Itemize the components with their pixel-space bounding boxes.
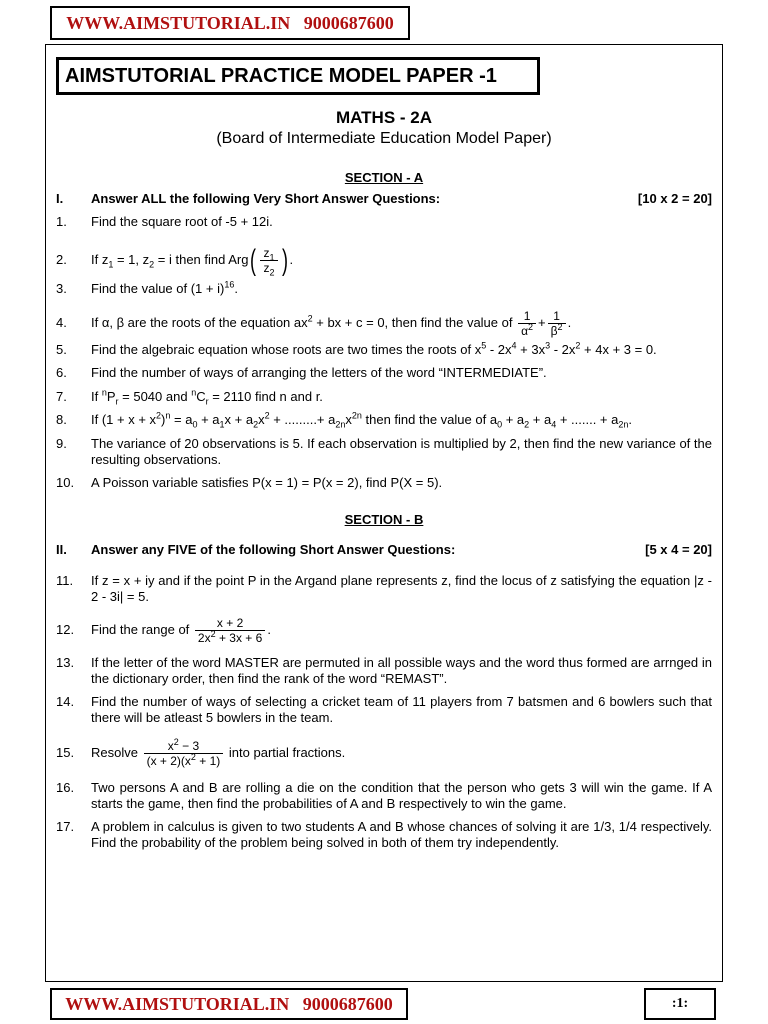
section-b-instruction-text: Answer any FIVE of the following Short Answer Questions:: [91, 542, 456, 557]
question-number: 7.: [56, 389, 67, 404]
fraction: $\frac{1}{\alpha^2}$: [518, 309, 536, 338]
question-text: Find the range of $\frac{x + 2}{2x^2 + 3x + 6}$ .: [91, 616, 271, 646]
question-text: Find the algebraic equation whose roots are two times the roots of $x^5 - 2x^4 + 3x^3 - 2x^2 + 4x + 3 = 0$.: [91, 340, 657, 357]
question-number: 10.: [56, 475, 75, 490]
question-number: 15.: [56, 745, 75, 760]
header-site-banner: [50, 6, 410, 40]
question-text: The variance of 20 observations is 5. If each observation is multiplied by 2, then find the new variance of the resulting observations.: [91, 436, 712, 467]
fraction: $\frac{1}{\beta^2}$: [548, 309, 566, 338]
question-text: If α, β are the roots of the equation $ax^2$ + bx + c = 0, then find the value of $\frac{1}{\alpha^2}$ + $\frac{1}{\beta^2}$ .: [91, 309, 572, 339]
section-b-number: II.: [56, 542, 67, 557]
section-b-title: SECTION - B: [344, 512, 424, 527]
question-text: Find the number of ways of arranging the letters of the word “INTERMEDIATE”.: [91, 365, 547, 380]
question-text: If $z_1 = 1$, $z_2 = i$ then find Arg( $\frac{z_1}{z_2}$ ) .: [91, 243, 294, 278]
footer-site-banner: [50, 988, 408, 1020]
question-text: Find the number of ways of selecting a cricket team of 11 players from 7 batsmen and 6 bowlers such that there will be atleast 5 bowlers in the team.: [91, 694, 712, 725]
paper-title: AIMSTUTORIAL PRACTICE MODEL PAPER -1: [56, 57, 540, 95]
question-number: 4.: [56, 315, 67, 330]
question-text: Two persons A and B are rolling a die on the condition that the person who gets 3 will win the game. If A starts the game, then find the probabilities of A and B respectively to win the game.: [91, 780, 712, 811]
question-text: Resolve $\frac{x^2 - 3}{(x + 2)(x^2 + 1)}$ into partial fractions.: [91, 737, 346, 769]
question-number: 16.: [56, 780, 75, 795]
section-a-number: I.: [56, 191, 64, 206]
question-number: 13.: [56, 655, 75, 670]
question-text: Find the square root of -5 + 12i.: [91, 214, 273, 229]
question-number: 14.: [56, 694, 75, 709]
question-text: A Poisson variable satisfies P(x = 1) = P(x = 2), find P(X = 5).: [91, 475, 443, 490]
section-a-title: SECTION - A: [344, 170, 424, 185]
question-number: 8.: [56, 412, 67, 427]
header-phone: 9000687600: [303, 13, 394, 33]
page-number: :1:: [644, 988, 716, 1020]
question-number: 9.: [56, 436, 67, 451]
question-number: 2.: [56, 252, 67, 267]
fraction: $\frac{x^2 - 3}{(x + 2)(x^2 + 1)}$: [144, 739, 224, 768]
fraction: $\frac{z_1}{z_2}$: [260, 246, 277, 275]
fraction: $\frac{x + 2}{2x^2 + 3x + 6}$: [195, 616, 265, 645]
question-number: 3.: [56, 281, 67, 296]
question-text: A problem in calculus is given to two students A and B whose chances of solving it are 1/3, 1/4 respectively. Find the probability of the problem being solved in both of them try independently.: [91, 819, 712, 850]
question-text: If the letter of the word MASTER are permuted in all possible ways and the word thus formed are arrnged in the dictionary order, then find the rank of the word “REMAST”.: [91, 655, 712, 686]
section-a-instruction-text: Answer ALL the following Very Short Answer Questions:: [91, 191, 441, 206]
subject-title: MATHS - 2A: [335, 108, 432, 127]
question-text: If $(1 + x + x^2)^n = a_0 + a_1x + a_2x^2$ + .........+ $a_{2n}x^{2n}$ then find the value of $a_0 + a_2 + a_4$ + ....... + $a_{2n}$.: [91, 410, 632, 430]
question-text: Find the value of $(1 + i)^{16}$.: [91, 279, 238, 296]
question-number: 1.: [56, 214, 67, 229]
footer-phone: 9000687600: [302, 994, 393, 1014]
question-number: 12.: [56, 622, 75, 637]
question-number: 17.: [56, 819, 75, 834]
question-text: If z = x + iy and if the point P in the Argand plane represents z, find the locus of z satisfying the equation |z - 2 - 3i| = 5.: [91, 573, 712, 604]
section-b-marks: [5 x 4 = 20]: [645, 542, 712, 557]
footer-site-url: WWW.AIMSTUTORIAL.IN: [65, 994, 290, 1014]
question-number: 6.: [56, 365, 67, 380]
header-site-url: WWW.AIMSTUTORIAL.IN: [66, 13, 291, 33]
question-number: 5.: [56, 342, 67, 357]
question-number: 11.: [56, 573, 74, 588]
board-subtitle: (Board of Intermediate Education Model Paper): [216, 130, 552, 147]
question-text: If $^nP_r = 5040$ and $^nC_r = 2110$ find n and r.: [91, 387, 323, 407]
section-a-marks: [10 x 2 = 20]: [637, 191, 712, 206]
